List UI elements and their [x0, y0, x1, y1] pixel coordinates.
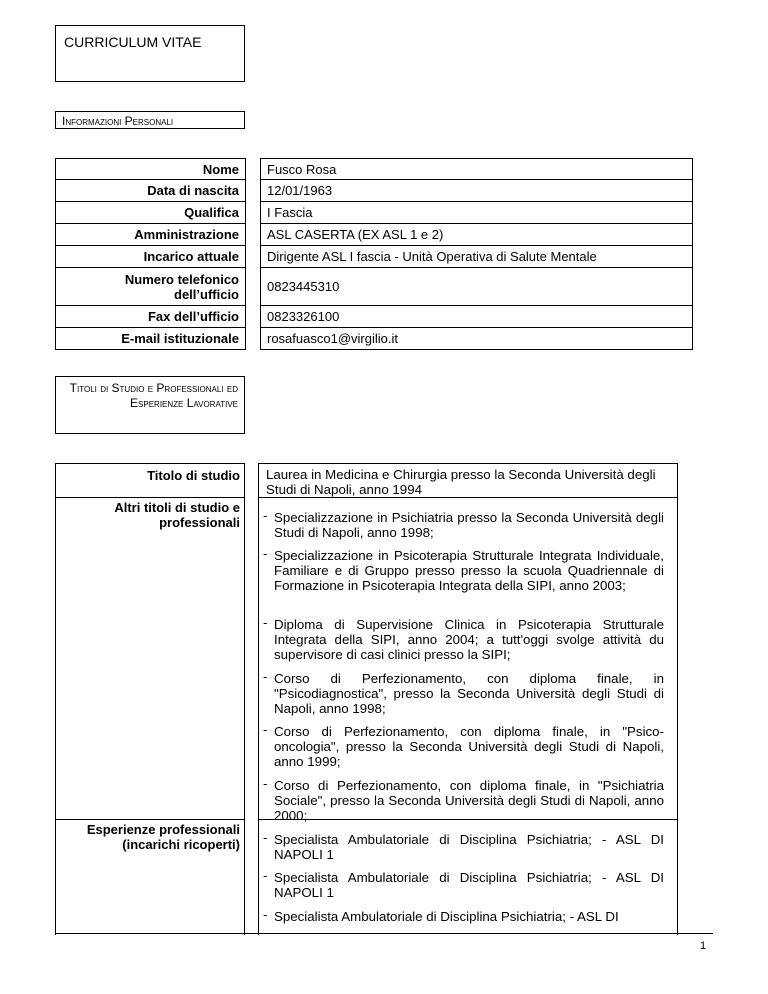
row-label-amministrazione: Amministrazione	[56, 224, 246, 246]
divider	[258, 497, 678, 498]
row-label-nome: Nome	[56, 159, 246, 180]
label-altri-titoli: Altri titoli di studio e professionali	[114, 500, 240, 530]
row-value-fax: 0823326100	[261, 306, 693, 328]
footer-rule	[55, 933, 713, 934]
page-number: 1	[700, 940, 707, 952]
label-esperienze: Esperienze professionali (incarichi ricoperti)	[86, 822, 240, 852]
table-row	[56, 268, 693, 306]
list-item: - Specializzazione in Psicoterapia Strutturale Integrata Individuale, Familiare e di Gruppo presso presso la scuola Quadriennale di Formazione in Psicoterapia Integrata della SIPI, anno 2003;	[263, 546, 664, 593]
row-value-qualifica: I Fascia	[261, 202, 693, 224]
row-value-incarico: Dirigente ASL I fascia - Unità Operativa di Salute Mentale	[261, 246, 693, 268]
table-row	[56, 159, 693, 180]
row-label-incarico: Incarico attuale	[56, 246, 246, 268]
table-row	[56, 224, 693, 246]
row-label-telefono: Numero telefonico dell’ufficio	[56, 268, 246, 306]
divider	[55, 819, 245, 820]
table-row	[56, 328, 693, 350]
list-item: - Specialista Ambulatoriale di Disciplina Psichiatria; - ASL DI	[263, 909, 619, 924]
list-item: - Corso di Perfezionamento, con diploma finale, in "Psichiatria Sociale", presso la Seconda Università degli Studi di Napoli, anno 2000;	[263, 776, 664, 823]
list-item: - Specializzazione in Psichiatria presso la Seconda Università degli Studi di Napoli, anno 1998;	[263, 508, 664, 540]
studies-section-label	[55, 376, 245, 434]
row-label-data-nascita: Data di nascita	[56, 180, 246, 202]
table-row	[56, 202, 693, 224]
table-row	[56, 306, 693, 328]
divider	[55, 497, 245, 498]
row-value-telefono: 0823445310	[261, 268, 693, 306]
list-item: - Specialista Ambulatoriale di Disciplina Psichiatria; - ASL DI NAPOLI 1	[263, 868, 664, 900]
studies-left-column	[55, 463, 245, 935]
value-titolo-studio: Laurea in Medicina e Chirurgia presso la Seconda Università degli Studi di Napoli, anno 1994	[266, 467, 656, 497]
list-item: - Corso di Perfezionamento, con diploma finale, in "Psico-oncologia", presso la Seconda Università degli Studi di Napoli, anno 1999;	[263, 722, 664, 769]
cv-title-box	[55, 25, 245, 82]
personal-section-label	[55, 111, 245, 129]
personal-section-text: Informazioni Personali	[62, 114, 174, 128]
table-row	[56, 180, 693, 202]
table-row	[56, 246, 693, 268]
studies-section-text: Titoli di Studio e Professionali ed Esperienze Lavorative	[69, 381, 238, 410]
row-value-amministrazione: ASL CASERTA (EX ASL 1 e 2)	[261, 224, 693, 246]
row-value-data-nascita: 12/01/1963	[261, 180, 693, 202]
cv-title: CURRICULUM VITAE	[64, 34, 202, 50]
list-item: - Specialista Ambulatoriale di Disciplina Psichiatria; - ASL DI NAPOLI 1	[263, 830, 664, 862]
row-value-email: rosafuasco1@virgilio.it	[261, 328, 693, 350]
list-item: - Diploma di Supervisione Clinica in Psicoterapia Strutturale Integrata della SIPI, anno 2004; a tutt'oggi svolge attività du supervisore di casi clinici presso la SIPI;	[263, 615, 664, 662]
list-item: - Corso di Perfezionamento, con diploma finale, in "Psicodiagnostica", presso la Seconda Università degli Studi di Napoli, anno 1998;	[263, 669, 664, 716]
personal-info-table	[55, 158, 693, 350]
label-titolo-studio: Titolo di studio	[147, 468, 240, 483]
row-label-qualifica: Qualifica	[56, 202, 246, 224]
row-label-fax: Fax dell’ufficio	[56, 306, 246, 328]
row-label-email: E-mail istituzionale	[56, 328, 246, 350]
row-value-nome: Fusco Rosa	[261, 159, 693, 180]
